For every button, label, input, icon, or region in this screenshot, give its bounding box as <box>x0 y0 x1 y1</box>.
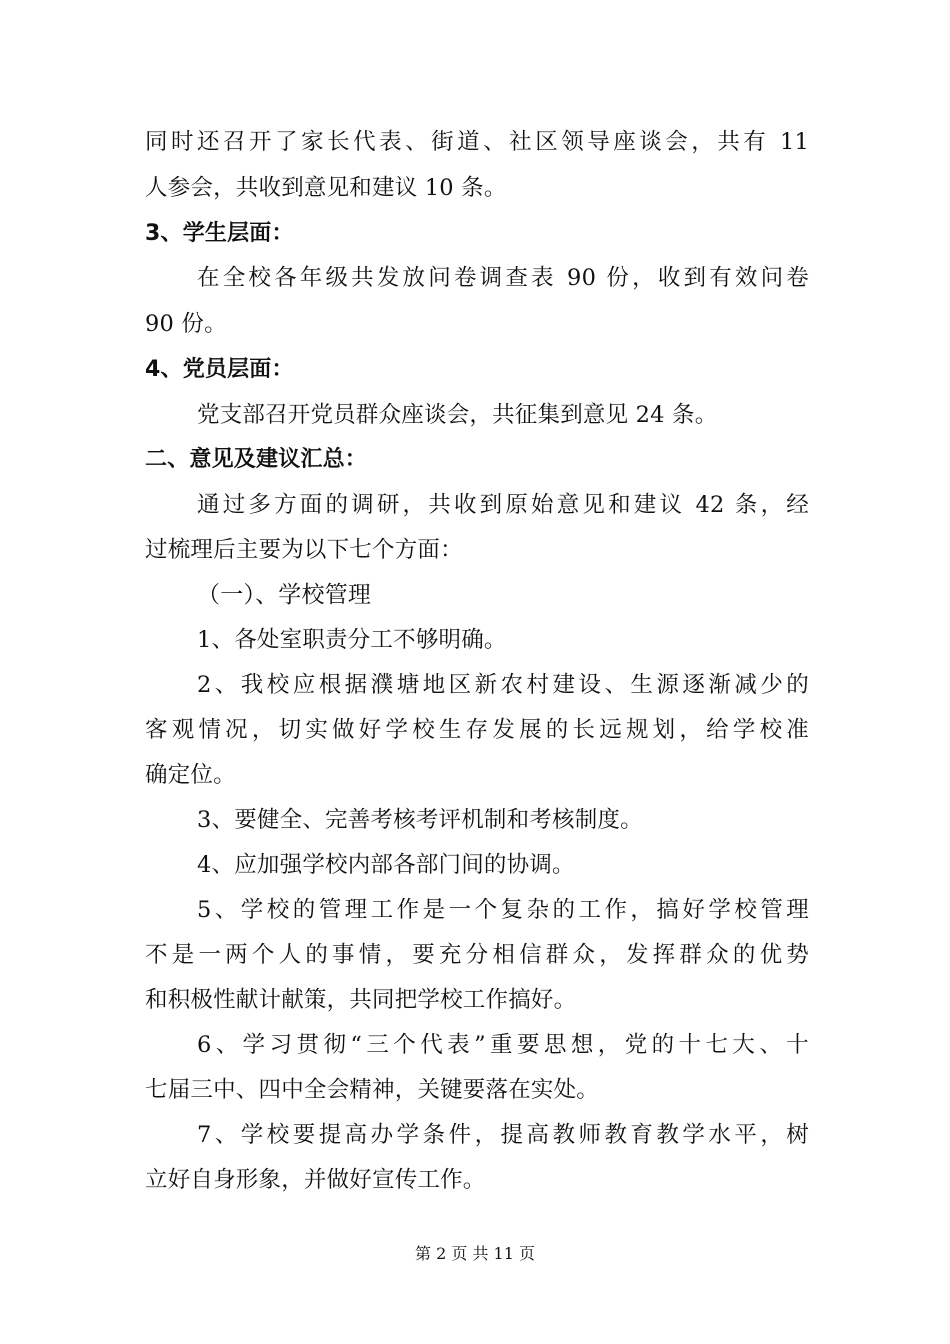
paragraph-line: 确定位。 <box>145 762 236 788</box>
page-number-footer: 第 2 页 共 11 页 <box>415 1244 535 1263</box>
paragraph-line: 客观情况，切实做好学校生存发展的长远规划，给学校准 <box>145 717 809 743</box>
paragraph-line: 七届三中、四中全会精神，关键要落在实处。 <box>145 1077 600 1103</box>
paragraph-line: 在全校各年级共发放问卷调查表 90 份，收到有效问卷 <box>197 265 809 291</box>
section-heading-students: 3、学生层面： <box>145 221 294 246</box>
list-item: 4、应加强学校内部各部门间的协调。 <box>197 852 575 878</box>
list-item: 2、我校应根据濮塘地区新农村建设、生源逐渐减少的 <box>197 672 809 698</box>
paragraph-line: 立好自身形象，并做好宣传工作。 <box>145 1167 486 1193</box>
paragraph-line: 党支部召开党员群众座谈会，共征集到意见 24 条。 <box>197 402 718 428</box>
paragraph-line: 90 份。 <box>145 311 227 337</box>
paragraph-line: 同时还召开了家长代表、街道、社区领导座谈会，共有 11 <box>145 129 809 155</box>
list-item: 1、各处室职责分工不够明确。 <box>197 627 507 653</box>
subsection-heading-school-management: （一）、学校管理 <box>197 582 372 608</box>
list-item: 3、要健全、完善考核考评机制和考核制度。 <box>197 807 643 833</box>
list-item: 6、学习贯彻“三个代表”重要思想，党的十七大、十 <box>197 1032 809 1058</box>
paragraph-line: 人参会，共收到意见和建议 10 条。 <box>145 175 507 201</box>
paragraph-line: 过梳理后主要为以下七个方面： <box>145 537 463 563</box>
list-item: 7、学校要提高办学条件，提高教师教育教学水平，树 <box>197 1122 809 1148</box>
paragraph-line: 通过多方面的调研，共收到原始意见和建议 42 条，经 <box>197 492 809 518</box>
section-heading-party-members: 4、党员层面： <box>145 357 294 382</box>
paragraph-line: 不是一两个人的事情，要充分相信群众，发挥群众的优势 <box>145 942 809 968</box>
list-item: 5、学校的管理工作是一个复杂的工作，搞好学校管理 <box>197 897 809 923</box>
paragraph-line: 和积极性献计献策，共同把学校工作搞好。 <box>145 987 577 1013</box>
section-heading-summary: 二、意见及建议汇总： <box>145 447 368 472</box>
